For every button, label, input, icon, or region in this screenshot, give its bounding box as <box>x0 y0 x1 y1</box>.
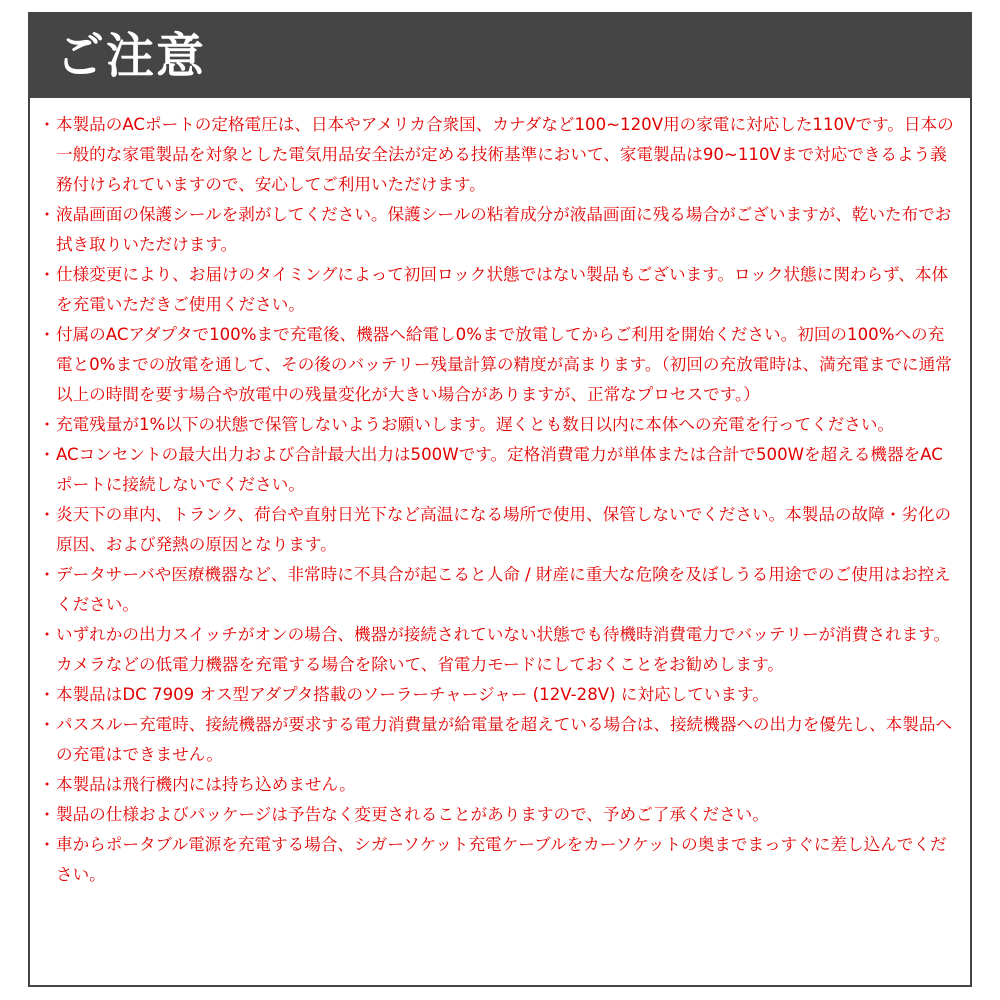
notice-item <box>38 410 954 440</box>
notice-header <box>30 14 970 98</box>
notice-item <box>38 200 954 260</box>
notice-item-text: 仕様変更により、お届けのタイミングによって初回ロック状態ではない製品もございます。ロック状態に関わらず、本体を充電いただきご使用ください。 <box>56 265 949 314</box>
notice-item-text: データサーバや医療機器など、非常時に不具合が起こると人命 / 財産に重大な危険を及ぼしうる用途でのご使用はお控えください。 <box>56 565 951 614</box>
bullet-icon: ・ <box>38 805 56 824</box>
bullet-icon: ・ <box>38 715 56 734</box>
bullet-icon: ・ <box>38 835 56 854</box>
bullet-icon: ・ <box>38 445 56 464</box>
notice-title: ご注意 <box>56 28 207 84</box>
notice-item <box>38 500 954 560</box>
notice-item <box>38 800 954 830</box>
notice-item-text: 車からポータブル電源を充電する場合、シガーソケット充電ケーブルをカーソケットの奥までまっすぐに差し込んでください。 <box>56 835 947 884</box>
bullet-icon: ・ <box>38 565 56 584</box>
notice-item <box>38 620 954 680</box>
notice-list <box>30 98 970 890</box>
bullet-icon: ・ <box>38 325 56 344</box>
notice-item-text: いずれかの出力スイッチがオンの場合、機器が接続されていない状態でも待機時消費電力でバッテリーが消費されます。カメラなどの低電力機器を充電する場合を除いて、省電力モードにしておくことをお勧めします。 <box>56 625 951 674</box>
notice-item-text: 本製品は飛行機内には持ち込めません。 <box>56 775 356 794</box>
notice-item-text: 付属のACアダプタで100%まで充電後、機器へ給電し0%まで放電してからご利用を開始ください。初回の100%への充電と0%までの放電を通して、その後のバッテリー残量計算の精度が高まります。（初回の充放電時は、満充電までに通常以上の時間を要す場合や放電中の残量変化が大きい場合がありますが、正常なプロセスです。） <box>56 325 952 404</box>
notice-item-text: 本製品はDC 7909 オス型アダプタ搭載のソーラーチャージャー (12V-28V) に対応しています。 <box>56 685 769 704</box>
bullet-icon: ・ <box>38 265 56 284</box>
bullet-icon: ・ <box>38 775 56 794</box>
notice-item <box>38 110 954 200</box>
notice-item-text: パススルー充電時、接続機器が要求する電力消費量が給電量を超えている場合は、接続機器への出力を優先し、本製品への充電はできません。 <box>56 715 953 764</box>
notice-item <box>38 440 954 500</box>
notice-item <box>38 770 954 800</box>
bullet-icon: ・ <box>38 415 56 434</box>
notice-item-text: 本製品のACポートの定格電圧は、日本やアメリカ合衆国、カナダなど100~120V用の家電に対応した110Vです。日本の一般的な家電製品を対象とした電気用品安全法が定める技術基準において、家電製品は90~110Vまで対応できるよう義務付けられていますので、安心してご利用いただけます。 <box>56 115 954 194</box>
notice-item <box>38 560 954 620</box>
notice-item <box>38 320 954 410</box>
notice-panel <box>28 12 972 987</box>
notice-item-text: 充電残量が1%以下の状態で保管しないようお願いします。遅くとも数日以内に本体への充電を行ってください。 <box>56 415 895 434</box>
bullet-icon: ・ <box>38 115 56 134</box>
notice-item <box>38 680 954 710</box>
notice-item <box>38 710 954 770</box>
notice-item-text: 製品の仕様およびパッケージは予告なく変更されることがありますので、予めご了承ください。 <box>56 805 769 824</box>
bullet-icon: ・ <box>38 625 56 644</box>
notice-item-text: 液晶画面の保護シールを剥がしてください。保護シールの粘着成分が液晶画面に残る場合がございますが、乾いた布でお拭き取りいただけます。 <box>56 205 952 254</box>
bullet-icon: ・ <box>38 205 56 224</box>
bullet-icon: ・ <box>38 505 56 524</box>
notice-item <box>38 830 954 890</box>
bullet-icon: ・ <box>38 685 56 704</box>
notice-item-text: ACコンセントの最大出力および合計最大出力は500Wです。定格消費電力が単体または合計で500Wを超える機器をACポートに接続しないでください。 <box>56 445 943 494</box>
notice-item-text: 炎天下の車内、トランク、荷台や直射日光下など高温になる場所で使用、保管しないでください。本製品の故障・劣化の原因、および発熱の原因となります。 <box>56 505 952 554</box>
notice-item <box>38 260 954 320</box>
